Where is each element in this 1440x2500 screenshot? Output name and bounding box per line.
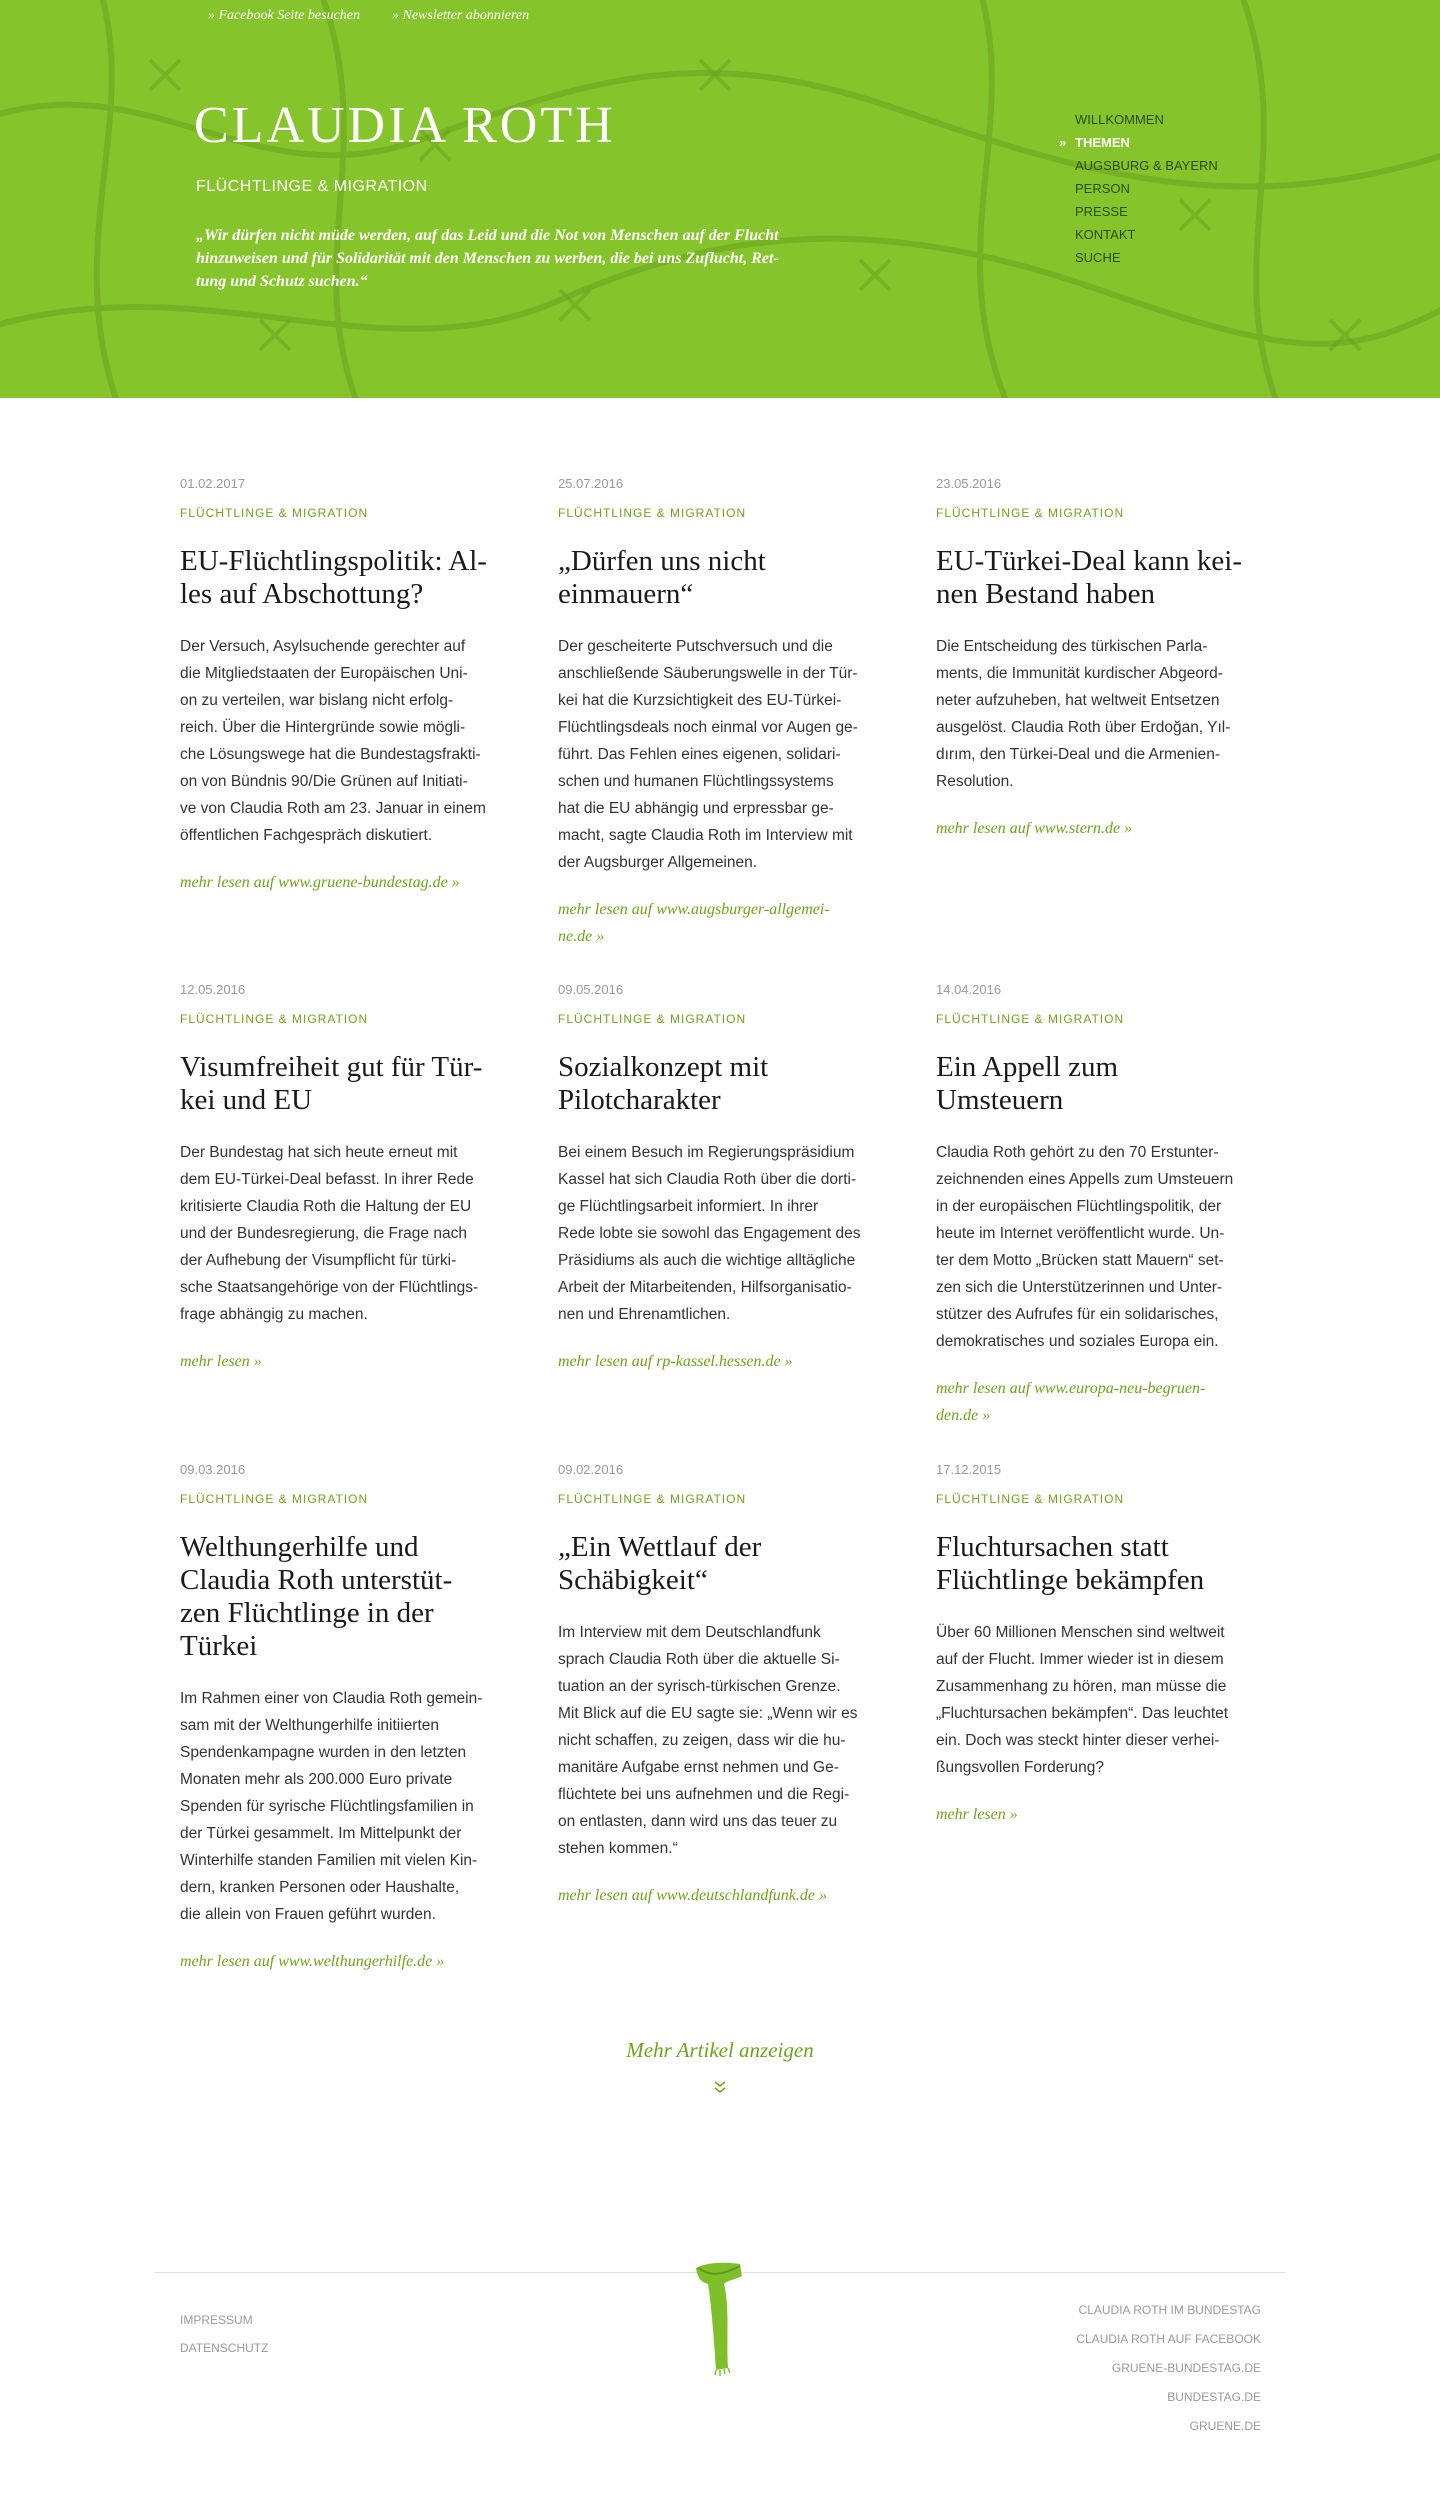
footer-external-links (1076, 2296, 1261, 2441)
article-title[interactable] (558, 1531, 886, 1597)
article-title-line: les auf Abschottung? (180, 578, 424, 610)
quote-line: „Wir dürfen nicht müde werden, auf das Leid und die Not von Menschen auf der Flucht (196, 227, 779, 244)
read-more-line: mehr lesen auf www.welthungerhilfe.de » (180, 1953, 445, 1970)
article-teaser (558, 1619, 886, 1862)
read-more-link[interactable] (558, 901, 830, 945)
article-teaser-line: ein. Doch was steckt hinter dieser verhei- (936, 1732, 1220, 1749)
article-card (936, 1462, 1314, 1975)
article-card (180, 1462, 558, 1975)
article-teaser-line: ments, die Immunität kurdischer Abgeord- (936, 665, 1223, 682)
article-date: 25.07.2016 (558, 476, 624, 491)
footer-link-gruene[interactable]: GRUENE.DE (1189, 2419, 1261, 2433)
article-title-line: Flüchtlinge bekämpfen (936, 1564, 1205, 1596)
main-nav (1075, 108, 1218, 269)
read-more-line: mehr lesen auf www.stern.de » (936, 820, 1133, 837)
article-teaser-line: on von Bündnis 90/Die Grünen auf Initiati- (180, 773, 468, 790)
article-teaser-line: sam mit der Welthungerhilfe initiierten (180, 1717, 440, 1734)
article-teaser-line: on zu verteilen, war bislang nicht erfolg- (180, 692, 454, 709)
article-teaser-line: Der Bundestag hat sich heute erneut mit (180, 1144, 458, 1161)
article-teaser-line: anschließende Säuberungswelle in der Tür- (558, 665, 858, 682)
article-teaser-line: kritisierte Claudia Roth die Haltung der EU (180, 1198, 472, 1215)
article-title-line: Türkei (180, 1630, 258, 1662)
article-teaser-line: Claudia Roth gehört zu den 70 Erstunter- (936, 1144, 1219, 1161)
footer-link-bundestag[interactable]: BUNDESTAG.DE (1167, 2390, 1261, 2404)
newsletter-link[interactable]: » Newsletter abonnieren (392, 8, 530, 23)
article-title-line: einmauern“ (558, 578, 694, 610)
read-more-link[interactable] (558, 1887, 827, 1904)
article-teaser-line: dem EU-Türkei-Deal befasst. In ihrer Rede (180, 1171, 474, 1188)
article-category[interactable]: FLÜCHTLINGE & MIGRATION (558, 1012, 747, 1026)
footer-link-bundestag-profile[interactable]: CLAUDIA ROTH IM BUNDESTAG (1078, 2303, 1261, 2317)
article-title-line: „Ein Wettlauf der (558, 1531, 762, 1563)
article-category[interactable]: FLÜCHTLINGE & MIGRATION (558, 1492, 747, 1506)
article-teaser-line: stützer des Aufrufes für ein solidarisches, (936, 1306, 1219, 1323)
article-date: 01.02.2017 (180, 476, 246, 491)
article-teaser (180, 1685, 508, 1928)
section-subtitle: FLÜCHTLINGE & MIGRATION (196, 178, 428, 195)
article-date: 23.05.2016 (936, 476, 1002, 491)
article-title-line: Pilotcharakter (558, 1084, 721, 1116)
article-teaser-line: Spenden für syrische Flüchtlingsfamilien in (180, 1798, 474, 1815)
article-teaser (936, 1139, 1264, 1355)
article-title-line: zen Flüchtlinge in der (180, 1597, 434, 1629)
article-title-line: „Dürfen uns nicht (558, 545, 766, 577)
read-more-link[interactable] (558, 1353, 793, 1370)
article-teaser-line: Über 60 Millionen Menschen sind weltweit (936, 1624, 1225, 1641)
footer-link-datenschutz[interactable]: DATENSCHUTZ (180, 2341, 269, 2355)
article-teaser-line: ausgelöst. Claudia Roth über Erdoğan, Yıl- (936, 719, 1231, 736)
article-title[interactable] (936, 1531, 1264, 1597)
article-title[interactable] (558, 545, 886, 611)
article-title-line: Umsteuern (936, 1084, 1064, 1116)
article-teaser-line: on entlasten, dann wird uns das teuer zu (558, 1813, 838, 1830)
article-teaser-line: ge Flüchtlingsarbeit informiert. In ihrer (558, 1198, 819, 1215)
read-more-line: mehr lesen auf www.augsburger-allgemei- (558, 901, 830, 918)
article-title-line: Fluchtursachen statt (936, 1531, 1169, 1563)
article-title-line: nen Bestand haben (936, 578, 1156, 610)
article-teaser-line: Kassel hat sich Claudia Roth über die dorti- (558, 1171, 857, 1188)
article-teaser-line: Winterhilfe standen Familien mit vielen Kin- (180, 1852, 478, 1869)
article-card (180, 982, 558, 1429)
article-category[interactable]: FLÜCHTLINGE & MIGRATION (180, 1012, 369, 1026)
read-more-line: mehr lesen » (180, 1353, 262, 1370)
article-card (936, 476, 1314, 950)
article-teaser-line: neter aufzuheben, hat weltweit Entsetzen (936, 692, 1220, 709)
nav-item-willkommen[interactable]: WILLKOMMEN (1075, 112, 1164, 127)
article-teaser-line: Zusammenhang zu hören, man müsse die (936, 1678, 1227, 1695)
article-title-line: kei und EU (180, 1084, 313, 1116)
article-teaser-line: frage abhängig zu machen. (180, 1306, 368, 1323)
footer-link-impressum[interactable]: IMPRESSUM (180, 2313, 253, 2327)
article-row (180, 982, 1314, 1429)
article-title-line: Sozialkonzept mit (558, 1051, 769, 1083)
article-card (558, 982, 936, 1429)
article-title[interactable] (180, 545, 508, 611)
article-teaser-line: Flüchtlingsdeals noch einmal vor Augen ge- (558, 719, 858, 736)
nav-item-person[interactable]: PERSON (1075, 181, 1130, 196)
article-teaser-line: auf der Flucht. Immer wieder ist in diesem (936, 1651, 1224, 1668)
article-teaser-line: der Aufhebung der Visumpflicht für türki- (180, 1252, 457, 1269)
read-more-link[interactable] (180, 1953, 444, 1970)
article-title-line: EU-Türkei-Deal kann kei- (936, 545, 1242, 577)
article-title-line: Welthungerhilfe und (180, 1531, 419, 1563)
article-teaser (180, 1139, 508, 1328)
article-category[interactable]: FLÜCHTLINGE & MIGRATION (180, 1492, 369, 1506)
article-teaser-line: ter dem Motto „Brücken statt Mauern“ set- (936, 1252, 1224, 1269)
article-card (558, 476, 936, 950)
article-teaser-line: Resolution. (936, 773, 1014, 790)
article-teaser-line: Die Entscheidung des türkischen Parla- (936, 638, 1208, 655)
nav-item-suche[interactable]: SUCHE (1075, 250, 1121, 265)
article-card (558, 1462, 936, 1975)
article-title[interactable] (180, 1051, 508, 1117)
article-title[interactable] (936, 1051, 1264, 1117)
article-teaser-line: die allein von Frauen geführt wurden. (180, 1906, 436, 1923)
article-date: 09.05.2016 (558, 982, 624, 997)
footer-legal-links (180, 2306, 268, 2362)
nav-item-kontakt[interactable]: KONTAKT (1075, 227, 1136, 242)
article-teaser-line: tuation an der syrisch-türkischen Grenze. (558, 1678, 841, 1695)
article-teaser-line: Der Versuch, Asylsuchende gerechter auf (180, 638, 466, 655)
read-more-line: den.de » (936, 1407, 991, 1424)
header-quote (196, 224, 896, 293)
top-links (208, 8, 529, 24)
article-title[interactable] (558, 1051, 886, 1117)
chevron-down-icon[interactable] (712, 2080, 728, 2094)
footer-link-gruene-bundestag[interactable]: GRUENE-BUNDESTAG.DE (1111, 2361, 1261, 2375)
article-teaser (558, 633, 886, 876)
article-teaser-line: stehen kommen.“ (558, 1840, 678, 1857)
article-teaser-line: dırım, den Türkei-Deal und die Armenien- (936, 746, 1221, 763)
article-teaser-line: Monaten mehr als 200.000 Euro private (180, 1771, 453, 1788)
footer-link-facebook[interactable]: CLAUDIA ROTH AUF FACEBOOK (1076, 2332, 1261, 2346)
article-category[interactable]: FLÜCHTLINGE & MIGRATION (558, 506, 747, 520)
article-teaser-line: nen und Ehrenamtlichen. (558, 1306, 731, 1323)
article-date: 12.05.2016 (180, 982, 246, 997)
article-teaser-line: Spendenkampagne wurden in den letzten (180, 1744, 467, 1761)
more-articles-button[interactable]: Mehr Artikel anzeigen (626, 2038, 814, 2062)
article-date: 17.12.2015 (936, 1462, 1002, 1477)
article-category[interactable]: FLÜCHTLINGE & MIGRATION (936, 506, 1125, 520)
article-date: 09.03.2016 (180, 1462, 246, 1477)
article-row (180, 1462, 1314, 1975)
read-more-link[interactable] (180, 1353, 262, 1370)
nav-item-themen[interactable]: » THEMEN (1075, 131, 1218, 154)
article-teaser-line: ve von Claudia Roth am 23. Januar in einem (180, 800, 486, 817)
article-teaser-line: und der Bundesregierung, die Frage nach (180, 1225, 467, 1242)
article-category[interactable]: FLÜCHTLINGE & MIGRATION (180, 506, 369, 520)
article-teaser-line: Präsidiums als auch die wichtige alltägliche (558, 1252, 856, 1269)
article-teaser-line: Mit Blick auf die EU sagte sie: „Wenn wir es (558, 1705, 858, 1722)
article-title-line: Visumfreiheit gut für Tür- (180, 1051, 483, 1083)
article-teaser-line: in der europäischen Flüchtlingspolitik, der (936, 1198, 1222, 1215)
article-card (936, 982, 1314, 1429)
article-teaser-line: kei hat die Kurzsichtigkeit des EU-Türkei- (558, 692, 842, 709)
article-teaser (180, 633, 508, 849)
article-teaser-line: macht, sagte Claudia Roth im Interview mit (558, 827, 853, 844)
article-teaser-line: demokratisches und soziales Europa ein. (936, 1333, 1219, 1350)
quote-line: tung und Schutz suchen.“ (196, 273, 368, 290)
article-teaser-line: führt. Das Fehlen eines eigenen, solidari- (558, 746, 841, 763)
read-more-line: ne.de » (558, 928, 605, 945)
article-date: 09.02.2016 (558, 1462, 624, 1477)
read-more-link[interactable] (180, 874, 460, 891)
article-teaser-line: hat die EU abhängig und erpressbar ge- (558, 800, 834, 817)
article-teaser-line: ßungsvollen Forderung? (936, 1759, 1105, 1776)
nav-item-presse[interactable]: PRESSE (1075, 204, 1128, 219)
article-teaser-line: Im Rahmen einer von Claudia Roth gemein- (180, 1690, 483, 1707)
read-more-line: mehr lesen » (936, 1806, 1018, 1823)
article-teaser-line: der Augsburger Allgemeinen. (558, 854, 758, 871)
article-teaser-line: Rede lobte sie sowohl das Engagement des (558, 1225, 861, 1242)
facebook-link[interactable]: » Facebook Seite besuchen (208, 8, 360, 23)
article-teaser (936, 1619, 1264, 1781)
article-teaser-line: sprach Claudia Roth über die aktuelle Si- (558, 1651, 840, 1668)
article-date: 14.04.2016 (936, 982, 1002, 997)
green-scarf-logo (690, 2258, 750, 2376)
article-title-line: Ein Appell zum (936, 1051, 1119, 1083)
article-teaser (936, 633, 1264, 795)
nav-item-augsburg-bayern[interactable]: AUGSBURG & BAYERN (1075, 158, 1218, 173)
article-title-line: Claudia Roth unterstüt- (180, 1564, 453, 1596)
read-more-line: mehr lesen auf www.deutschlandfunk.de » (558, 1887, 827, 1904)
article-teaser-line: Der gescheiterte Putschversuch und die (558, 638, 833, 655)
read-more-line: mehr lesen auf www.gruene-bundestag.de » (180, 874, 460, 891)
article-card (180, 476, 558, 950)
page-header (0, 0, 1440, 398)
article-teaser-line: öffentlichen Fachgespräch diskutiert. (180, 827, 433, 844)
read-more-link[interactable] (936, 820, 1132, 837)
article-row (180, 476, 1314, 950)
article-teaser-line: reich. Über die Hintergründe sowie mögli- (180, 719, 466, 736)
read-more-line: mehr lesen auf www.europa-neu-begruen- (936, 1380, 1206, 1397)
barbed-wire-background (0, 0, 1440, 398)
article-teaser-line: zen sich die Unterstützerinnen und Unter- (936, 1279, 1223, 1296)
article-teaser-line: schen und humanen Flüchtlingssystems (558, 773, 834, 790)
read-more-line: mehr lesen auf rp-kassel.hessen.de » (558, 1353, 793, 1370)
article-title[interactable] (936, 545, 1264, 611)
article-teaser-line: dern, kranken Personen oder Haushalte, (180, 1879, 460, 1896)
article-teaser-line: che Lösungswege hat die Bundestagsfrakti- (180, 746, 481, 763)
article-teaser-line: Arbeit der Mitarbeitenden, Hilfsorganisatio- (558, 1279, 852, 1296)
quote-line: hinzuweisen und für Solidarität mit den Menschen zu werben, die bei uns Zuflucht, Ret- (196, 250, 779, 267)
article-category[interactable]: FLÜCHTLINGE & MIGRATION (936, 1012, 1125, 1026)
site-brand[interactable]: CLAUDIA ROTH (194, 97, 616, 154)
article-category[interactable]: FLÜCHTLINGE & MIGRATION (936, 1492, 1125, 1506)
article-teaser-line: nicht schaffen, zu zeigen, dass wir die hu- (558, 1732, 846, 1749)
article-teaser-line: zeichnenden eines Appells zum Umsteuern (936, 1171, 1234, 1188)
read-more-link[interactable] (936, 1380, 1205, 1424)
read-more-link[interactable] (936, 1806, 1018, 1823)
article-title[interactable] (180, 1531, 508, 1663)
article-teaser-line: manitäre Aufgabe ernst nehmen und Ge- (558, 1759, 839, 1776)
article-teaser-line: Bei einem Besuch im Regierungspräsidium (558, 1144, 855, 1161)
article-title-line: EU-Flüchtlingspolitik: Al- (180, 545, 487, 577)
article-teaser-line: sche Staatsangehörige von der Flüchtlings- (180, 1279, 479, 1296)
article-teaser-line: „Fluchtursachen bekämpfen“. Das leuchtet (936, 1705, 1229, 1722)
article-teaser (558, 1139, 886, 1328)
article-teaser-line: die Mitgliedstaaten der Europäischen Uni- (180, 665, 468, 682)
article-title-line: Schäbigkeit“ (558, 1564, 708, 1596)
article-teaser-line: heute im Internet veröffentlicht wurde. Un- (936, 1225, 1225, 1242)
article-teaser-line: flüchtete bei uns aufnehmen und die Regi- (558, 1786, 850, 1803)
article-teaser-line: Im Interview mit dem Deutschlandfunk (558, 1624, 821, 1641)
article-teaser-line: der Türkei gesammelt. Im Mittelpunkt der (180, 1825, 462, 1842)
